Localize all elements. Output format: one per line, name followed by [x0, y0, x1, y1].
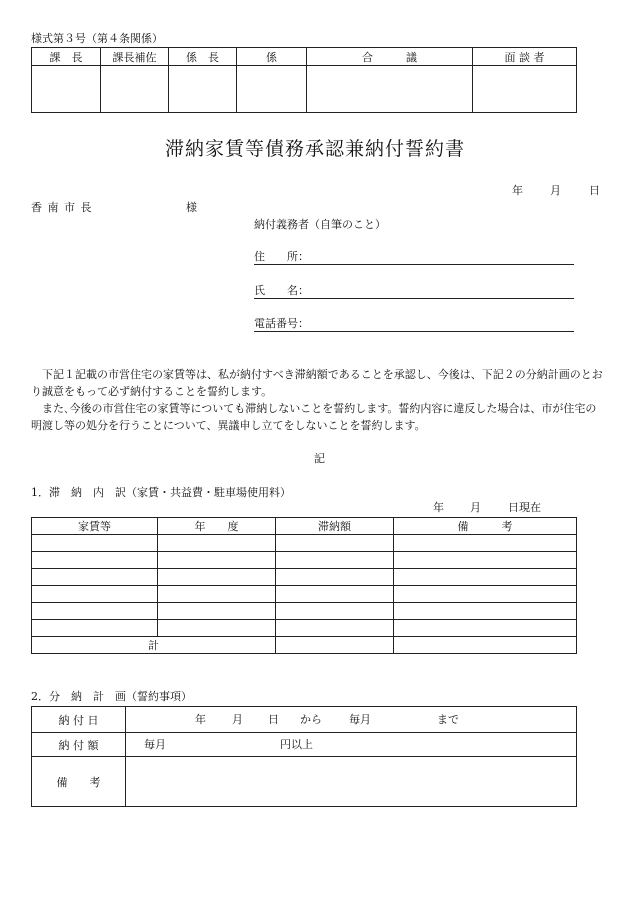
- table-cell[interactable]: [394, 620, 577, 637]
- table-cell[interactable]: [276, 535, 394, 552]
- plan-from: から: [300, 713, 322, 726]
- address-label: 住 所：: [254, 250, 309, 263]
- amount-field[interactable]: [126, 733, 577, 757]
- approval-table: [31, 47, 577, 113]
- table-cell[interactable]: [394, 535, 577, 552]
- name-field[interactable]: [254, 284, 574, 299]
- total-row: [32, 637, 577, 654]
- body-paragraph-2: また､今後の市営住宅の家賃等についても滞納しないことを誓約します。誓約内容に違反した場合は、市が住宅の明渡し等の処分を行うことについて、異議申し立てをしないことを誓約します。: [31, 402, 597, 432]
- table-cell[interactable]: [158, 535, 276, 552]
- table-cell[interactable]: [32, 603, 158, 620]
- ki-label: 記: [314, 452, 325, 465]
- document-title: 滞納家賃等債務承認兼納付誓約書: [164, 138, 465, 160]
- col-header-fiscal-year: 年 度: [158, 518, 276, 535]
- approval-header-consultation: 合 議: [307, 48, 473, 66]
- col-header-rent-type: 家賃等: [32, 518, 158, 535]
- table-row: [32, 569, 577, 586]
- col-header-remarks: 備 考: [394, 518, 577, 535]
- table-row: [32, 586, 577, 603]
- plan-until: まで: [437, 713, 459, 726]
- payment-date-label: 納 付 日: [32, 707, 126, 733]
- table-cell[interactable]: [32, 620, 158, 637]
- date-day: 日: [589, 184, 600, 197]
- table-cell[interactable]: [276, 552, 394, 569]
- approval-header-subsection-chief: 係 長: [169, 48, 237, 66]
- table-cell[interactable]: [276, 569, 394, 586]
- table-cell[interactable]: [158, 620, 276, 637]
- addressee-honorific: 様: [186, 201, 197, 214]
- table-cell[interactable]: [158, 586, 276, 603]
- table-cell[interactable]: [32, 535, 158, 552]
- table-cell[interactable]: [158, 552, 276, 569]
- approval-header-section-chief: 課 長: [32, 48, 101, 66]
- plan-month: 月: [232, 713, 243, 726]
- approval-header-interviewer: 面 談 者: [473, 48, 577, 66]
- section2-heading: 2．分 納 計 画（誓約事項）: [31, 690, 192, 703]
- table-row: [32, 552, 577, 569]
- plan-year: 年: [195, 713, 206, 726]
- total-remarks-cell[interactable]: [394, 637, 577, 654]
- table-cell[interactable]: [32, 552, 158, 569]
- body-paragraph-1: 下記１記載の市営住宅の家賃等は、私が納付すべき滞納額であることを承認し、今後は、下記２の分納計画のとおり誠意をもって必ず納付することを誓約します。: [31, 368, 603, 398]
- remarks-field[interactable]: [126, 757, 577, 807]
- table-row: [32, 603, 577, 620]
- plan-monthly: 毎月: [349, 713, 371, 726]
- date-year: 年: [512, 184, 523, 197]
- as-of-day: 日現在: [508, 501, 541, 514]
- table-row: [32, 535, 577, 552]
- approval-header-assistant-chief: 課長補佐: [101, 48, 169, 66]
- date-month: 月: [550, 184, 561, 197]
- name-label: 氏 名：: [254, 284, 309, 297]
- amount-label: 納 付 額: [32, 733, 126, 757]
- approval-stamp-cell[interactable]: [32, 66, 101, 113]
- section1-heading: 1．滞 納 内 訳（家賃・共益費・駐車場使用料）: [31, 486, 291, 499]
- as-of-month: 月: [470, 501, 481, 514]
- approval-header-staff: 係: [237, 48, 307, 66]
- plan-day: 日: [268, 713, 279, 726]
- table-cell[interactable]: [276, 603, 394, 620]
- approval-stamp-cell[interactable]: [307, 66, 473, 113]
- approval-stamp-cell[interactable]: [473, 66, 577, 113]
- table-cell[interactable]: [158, 569, 276, 586]
- col-header-arrears-amount: 滞納額: [276, 518, 394, 535]
- table-cell[interactable]: [32, 569, 158, 586]
- payment-plan-table: [31, 706, 577, 807]
- total-label: 計: [32, 637, 276, 654]
- table-cell[interactable]: [394, 552, 577, 569]
- addressee-name: 香 南 市 長: [31, 201, 93, 214]
- approval-stamp-cell[interactable]: [101, 66, 169, 113]
- arrears-table: [31, 517, 577, 654]
- approval-stamp-cell[interactable]: [237, 66, 307, 113]
- as-of-year: 年: [433, 501, 444, 514]
- form-number: 様式第３号（第４条関係）: [31, 32, 163, 45]
- table-cell[interactable]: [276, 620, 394, 637]
- table-cell[interactable]: [276, 586, 394, 603]
- obligor-heading: 納付義務者（自筆のこと）: [254, 218, 386, 231]
- remarks-label: 備 考: [32, 757, 126, 807]
- table-cell[interactable]: [394, 586, 577, 603]
- address-field[interactable]: [254, 250, 574, 265]
- approval-stamp-cell[interactable]: [169, 66, 237, 113]
- payment-date-field[interactable]: [126, 707, 577, 733]
- table-cell[interactable]: [394, 569, 577, 586]
- amount-yen-or-more: 円以上: [280, 738, 313, 751]
- table-cell[interactable]: [394, 603, 577, 620]
- total-amount-cell[interactable]: [276, 637, 394, 654]
- table-cell[interactable]: [158, 603, 276, 620]
- table-row: [32, 620, 577, 637]
- phone-label: 電話番号：: [254, 317, 309, 330]
- table-cell[interactable]: [32, 586, 158, 603]
- phone-field[interactable]: [254, 317, 574, 332]
- amount-monthly: 毎月: [144, 738, 166, 751]
